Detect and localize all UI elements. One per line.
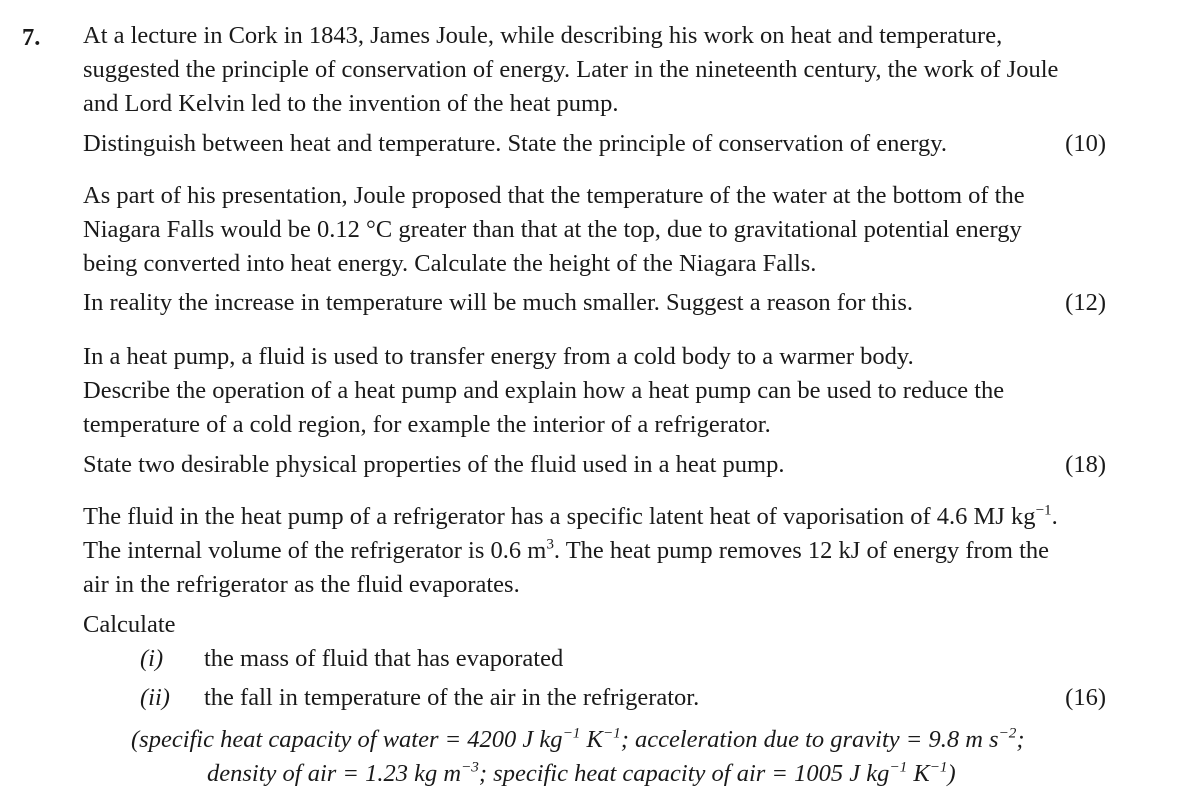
part2-line-3: being converted into heat energy. Calculate the height of the Niagara Falls. bbox=[83, 250, 817, 277]
constants-line-1 bbox=[131, 724, 1025, 753]
part1-marks: (10) bbox=[1065, 130, 1106, 157]
unit-exponent: −1 bbox=[562, 724, 581, 742]
part4-line-3: air in the refrigerator as the fluid evaporates. bbox=[83, 571, 520, 598]
constants-text: ; bbox=[1016, 726, 1025, 753]
unit-exponent: −2 bbox=[998, 724, 1017, 742]
part4-line-1-end: . bbox=[1051, 503, 1058, 530]
part3-line-1: In a heat pump, a fluid is used to transfer energy from a cold body to a warmer body. bbox=[83, 343, 914, 370]
part1-text: Distinguish between heat and temperature. State the principle of conservation of energy. bbox=[83, 130, 948, 157]
part2-line-1: As part of his presentation, Joule proposed that the temperature of the water at the bottom of the bbox=[83, 182, 1025, 209]
unit-exponent: −1 bbox=[602, 724, 621, 742]
part2-line-2: Niagara Falls would be 0.12 °C greater than that at the top, due to gravitational potential energy bbox=[83, 216, 1022, 243]
calculate-label: Calculate bbox=[83, 611, 176, 638]
intro-line-1: At a lecture in Cork in 1843, James Joule, while describing his work on heat and temperature, bbox=[83, 22, 1003, 49]
constants-text: ; acceleration due to gravity = 9.8 m s bbox=[620, 726, 999, 753]
unit-exponent: −3 bbox=[461, 758, 479, 776]
subpart-label-i: (i) bbox=[140, 645, 164, 672]
unit-exponent: 3 bbox=[546, 535, 554, 553]
constants-text: density of air = 1.23 kg m bbox=[207, 760, 462, 787]
unit-exponent: −1 bbox=[889, 758, 908, 776]
part3-line-2: Describe the operation of a heat pump and explain how a heat pump can be used to reduce the bbox=[83, 377, 1005, 404]
part3-followup: State two desirable physical properties of the fluid used in a heat pump. bbox=[83, 451, 785, 478]
part3-line-3: temperature of a cold region, for example the interior of a refrigerator. bbox=[83, 411, 771, 438]
part4-line-2-end: . The heat pump removes 12 kJ of energy from the bbox=[553, 537, 1050, 564]
subpart-text-ii: the fall in temperature of the air in the refrigerator. bbox=[204, 684, 700, 711]
subpart-label-ii: (ii) bbox=[140, 684, 170, 711]
part4-marks: (16) bbox=[1065, 684, 1106, 711]
constants-line-2 bbox=[207, 758, 956, 787]
part2-marks: (12) bbox=[1065, 289, 1106, 316]
part2-followup: In reality the increase in temperature will be much smaller. Suggest a reason for this. bbox=[83, 289, 914, 316]
constants-text: K bbox=[580, 726, 603, 753]
constants-text: ) bbox=[947, 760, 956, 787]
constants-text: K bbox=[907, 760, 930, 787]
constants-text: (specific heat capacity of water = 4200 J kg bbox=[131, 726, 563, 753]
unit-exponent: −1 bbox=[929, 758, 948, 776]
subpart-text-i: the mass of fluid that has evaporated bbox=[204, 645, 564, 672]
unit-exponent: −1 bbox=[1035, 501, 1052, 519]
part4-line-1-main: The fluid in the heat pump of a refrigerator has a specific latent heat of vaporisation of 4.6 MJ kg bbox=[83, 503, 1036, 530]
part4-line-2-main: The internal volume of the refrigerator is 0.6 m bbox=[83, 537, 547, 564]
intro-line-3: and Lord Kelvin led to the invention of the heat pump. bbox=[83, 90, 619, 117]
part4-line-1 bbox=[83, 501, 1058, 530]
intro-line-2: suggested the principle of conservation of energy. Later in the nineteenth century, the work of Joule bbox=[83, 56, 1059, 83]
part3-marks: (18) bbox=[1065, 451, 1106, 478]
part4-line-2 bbox=[83, 535, 1050, 564]
question-number: 7. bbox=[22, 24, 41, 51]
constants-text: ; specific heat capacity of air = 1005 J kg bbox=[478, 760, 890, 787]
